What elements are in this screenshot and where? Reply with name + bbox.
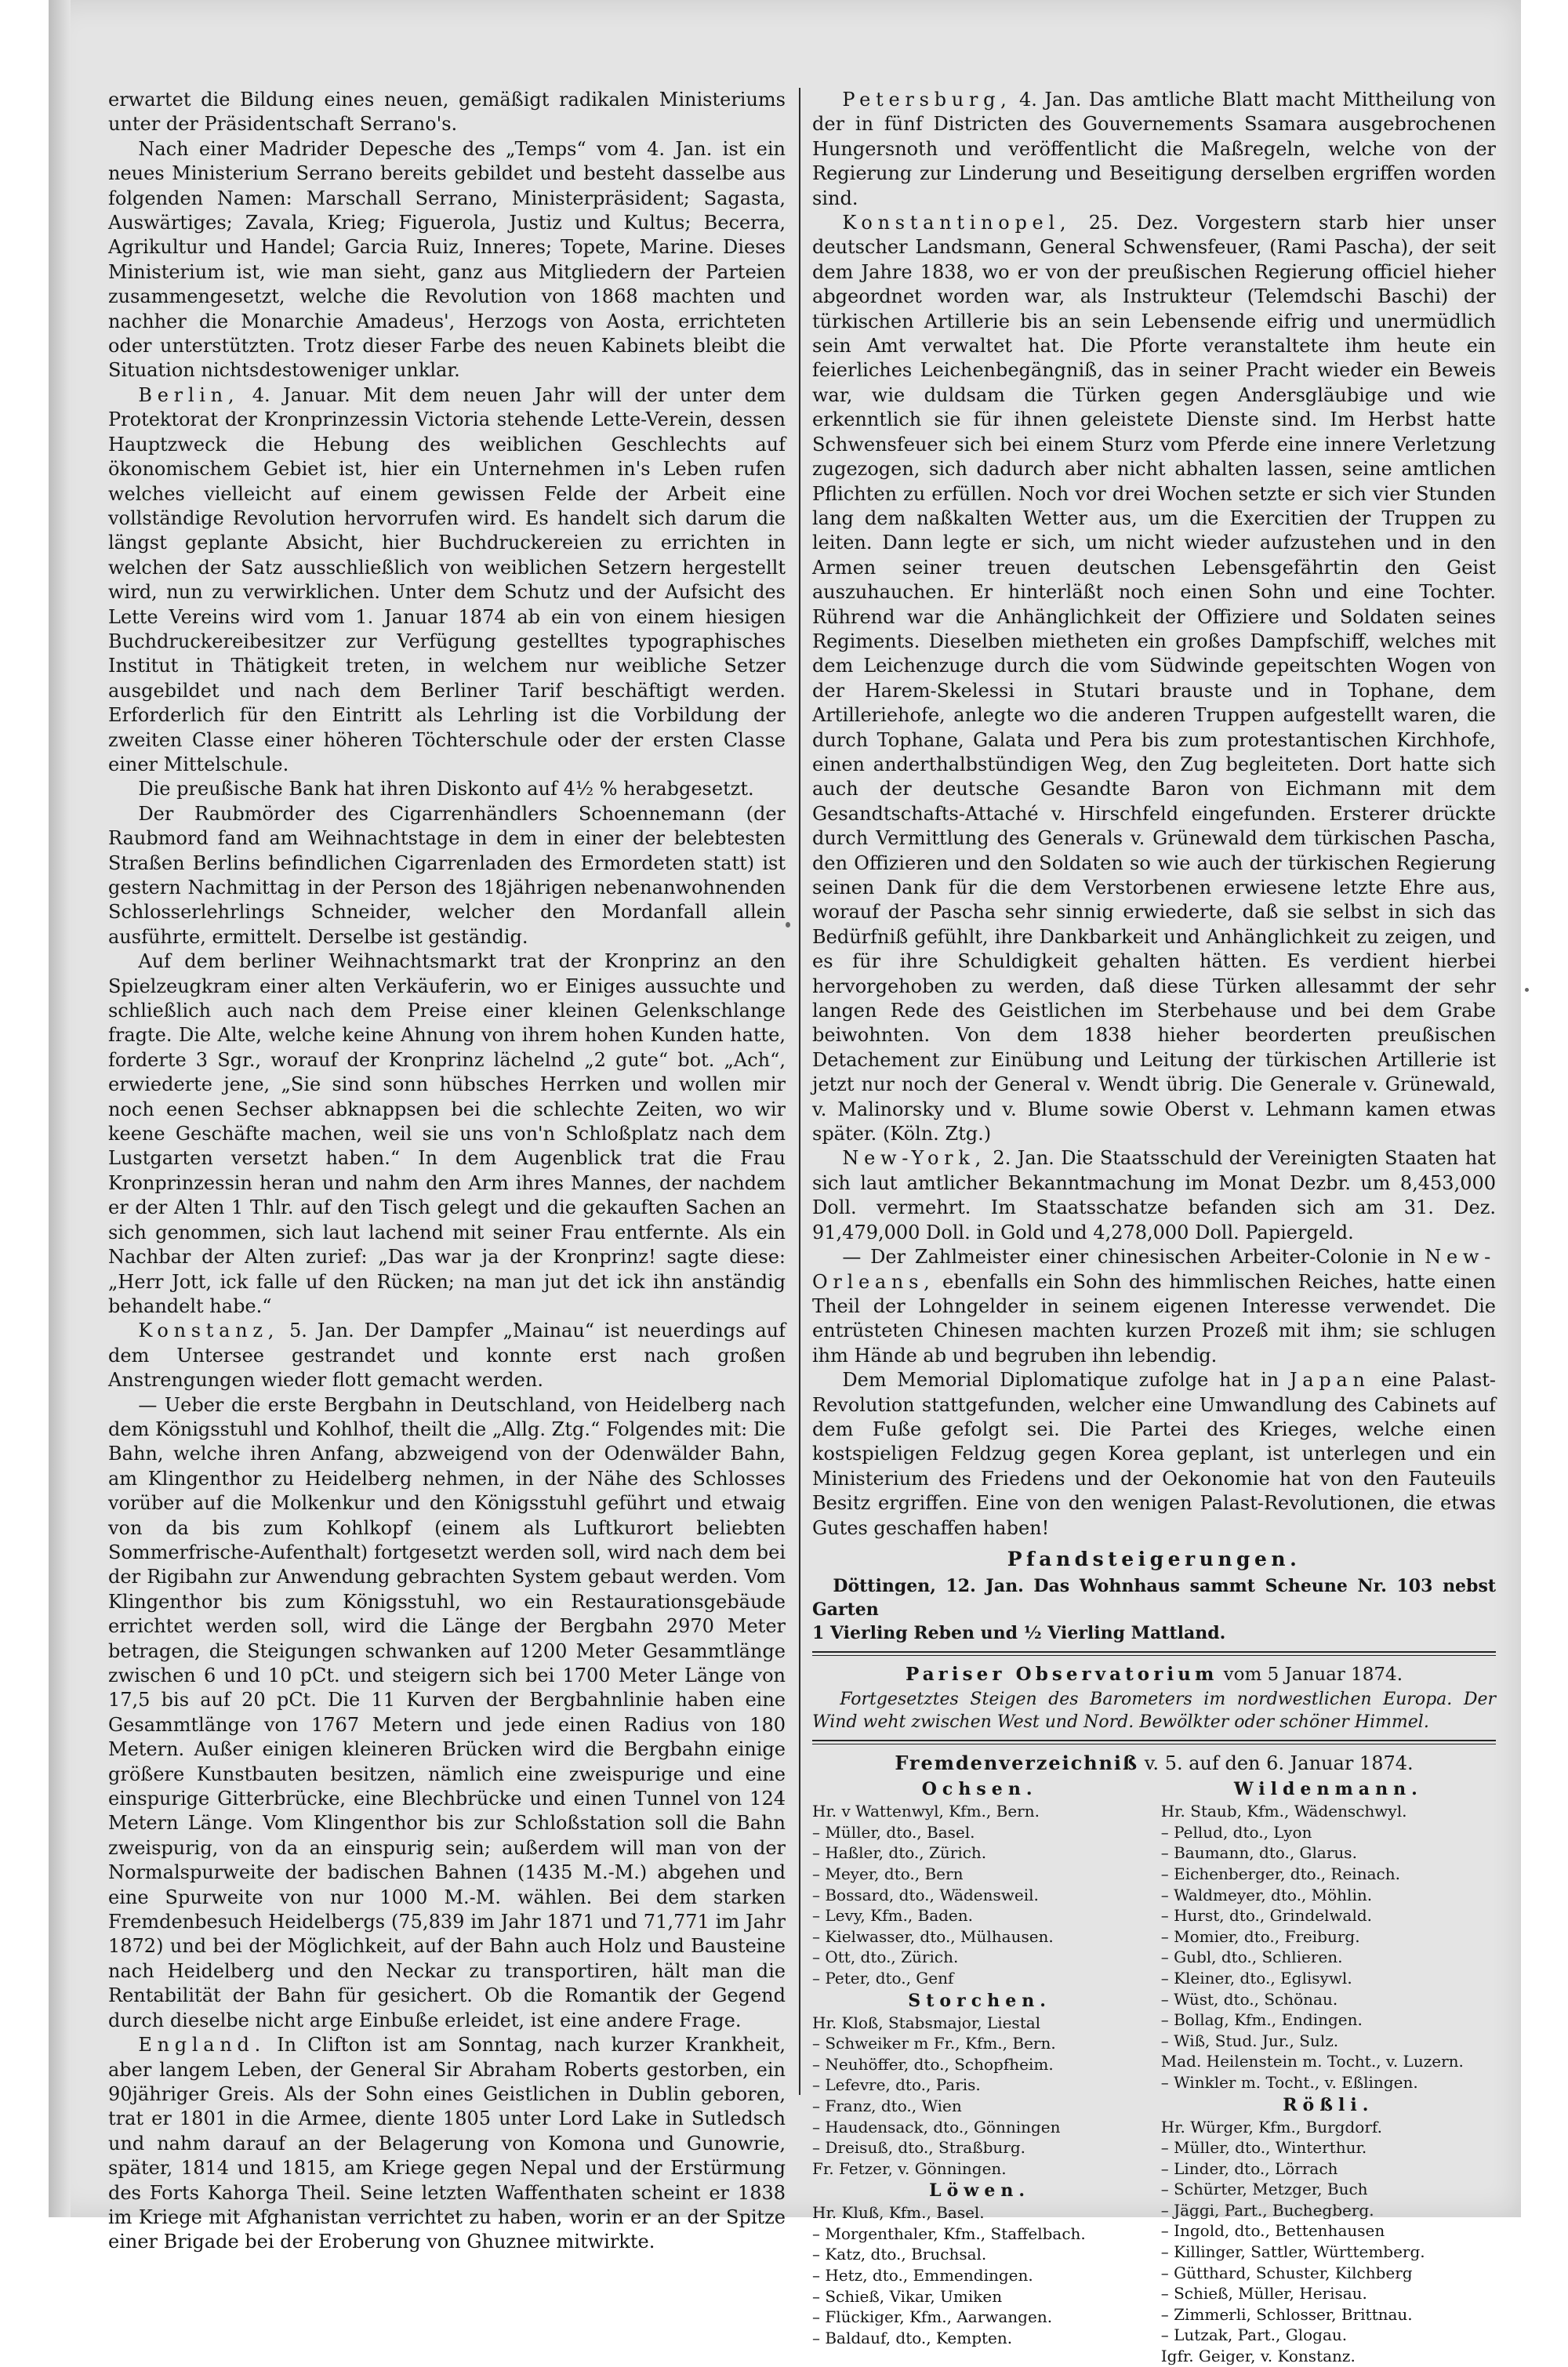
article-england	[108, 2033, 786, 2255]
right-column	[812, 88, 1496, 2367]
column-divider	[799, 88, 800, 2095]
guest-entry: – Zimmerli, Schlosser, Brittnau.	[1160, 2304, 1413, 2324]
guest-list-title: Fremdenverzeichniß	[895, 1751, 1139, 1774]
hotel-name: Ochsen.	[921, 1779, 1038, 1800]
article-christmas-market: Auf dem berliner Weihnachtsmarkt trat der Kronprinz an den Spielzeugkram einer alten Verkäuferin, wo er Einiges aussuchte und schließlich auch nach dem Preise einer kleinen Gelenkschlange fragte. Die Alte, welche keine Ahnung von ihrem hohen Kunden hatte, forderte 3 Sgr., worauf der Kronprinz lächelnd „2 gute“ bot. „Ach“, erwiederte jene, „Sie sind sonn hübsches Herrken und wollen mir noch eenen Sechser abknappsen bei die schlechte Zeiten, wo wir keene Geschäfte machen, weil sie uns von'n Schloßplatz nach dem Lustgarten versetzt haben.“ In dem Augenblick trat die Frau Kronprinzessin heran und nahm den Arm ihres Mannes, der nachdem er der Alten 1 Thlr. auf den Tisch gelegt und die gekauften Sachen an sich genommen, sich laut lachend mit seiner Frau entfernte. Als ein Nachbar der Alten zurief: „Das war ja der Kronprinz! sagte diese: „Herr Jott, ick falle uf den Rücken; na man jut det ick ihn anständig behandelt habe.“	[108, 950, 786, 1317]
article-japan-text: eine Palast-Revolution stattgefunden, welcher eine Umwandlung des Cabinets auf dem Fuße gefolgt sei. Die Partei des Krieges, welche einen kostspieligen Feldzug gegen Korea geplant, ist unterlegen und ein Ministerium des Friedens und der Oekonomie hat von den Fauteuils Besitz ergriffen. Eine von den wenigen Palast-Revolutionen, die etwas Gutes geschaffen haben!	[812, 1369, 1496, 1539]
guest-entry: – Haudensack, dto., Gönningen	[812, 2117, 1061, 2136]
guest-entry: – Levy, Kfm., Baden.	[812, 1906, 974, 1926]
separator-rule	[812, 1651, 1496, 1656]
guest-entry: Hr. Kluß, Kfm., Basel.	[812, 2203, 985, 2223]
guest-list	[812, 1777, 1496, 2366]
observatory-heading	[812, 1662, 1496, 1687]
guest-entry: – Schweiker m Fr., Kfm., Bern.	[812, 2034, 1056, 2053]
guest-entry: – Morgenthaler, Kfm., Staffelbach.	[812, 2224, 1086, 2243]
article-konstanz	[108, 1319, 786, 1392]
article-konstantinopel-text: 25. Dez. Vorgestern starb hier unser deutscher Landsmann, General Schwensfeuer, (Rami Pascha), der seit dem Jahre 1838, wo er von der preußischen Regierung officiel hieher abgeordnet worden war, als Instrukteur (Telemdschi Baschi) der türkischen Artillerie bis an sein Lebensende eifrig und unermüdlich sein Amt verwaltet hat. Die Pforte veranstaltete ihm heute ein feierliches Leichenbegängniß, das in seiner Pracht wieder ein Beweis war, wie duldsam die Türken gegen Andersgläubige und wie erkenntlich sie für ihnen geleistete Dienste sind. Im Herbst hatte Schwensfeuer sich bei einem Sturz vom Pferde eine innere Verletzung zugezogen, sich dadurch aber nicht abhalten lassen, seine amtlichen Pflichten zu erfüllen. Noch vor drei Wochen setzte er sich vier Stunden lang dem naßkalten Wetter aus, um die Exercitien der Truppen zu leiten. Dann legte er sich, um nicht wieder aufzustehen und in den Armen seiner treuen deutschen Lebensgefährtin den Geist auszuhauchen. Er hinterläßt noch einen Sohn und eine Tochter. Rührend war die Anhänglichkeit der Offiziere und Soldaten seines Regiments. Dieselben mietheten ein großes Dampfschiff, welches mit dem Leichenzuge durch die vom Südwinde gepeitschten Wogen von der Harem-Skelessi in Stutari brauste und in Tophane, dem Artilleriehofe, anlegte wo die anderen Truppen aufgestellt waren, die durch Tophane, Galata und Pera bis zum protestantischen Kirchhofe, einen anderthalbstündigen Weg, den Zug begleiteten. Dort hatte sich auch der deutsche Gesandte Baron von Eichmann mit dem Gesandtschafts-Attaché v. Hirschfeld eingefunden. Ersterer drückte durch Vermittlung des Generals v. Grünewald dem türkischen Pascha, den Offizieren und den Soldaten so wie auch der türkischen Regierung seinen Dank für die dem Verstorbenen erwiesene letzte Ehre aus, worauf der Pascha sehr sinnig erwiederte, daß sie selbst in sich das Bedürfniß gefühlt, ihre Dankbarkeit und Anhänglichkeit zu zeigen, und es für ihre Schuldigkeit gehalten hätten. Es verdient hierbei hervorgehoben zu werden, daß diese Türken allesammt der sehr langen Rede des Geistlichen im Sterbehause und bei dem Grabe beiwohnten. Von dem 1838 hieher beorderten preußischen Detachement zur Einübung und Leitung der türkischen Artillerie ist jetzt nur noch der General v. Wendt übrig. Die Generale v. Grünewald, v. Malinorsky und v. Blume sowie Oberst v. Lehmann kamen etwas später.	[812, 212, 1496, 1145]
guest-entry: – Ingold, dto., Bettenhausen	[1160, 2221, 1385, 2241]
dateline-new-orleans: New-Orleans,	[812, 1246, 1496, 1293]
article-japan-intro: Dem Memorial Diplomatique zufolge hat in	[842, 1369, 1279, 1392]
guest-entry: – Lutzak, Part., Glogau.	[1160, 2325, 1348, 2345]
guest-entry: – Killinger, Sattler, Württemberg.	[1160, 2242, 1425, 2262]
guest-entry: – Kielwasser, dto., Mülhausen.	[812, 1926, 1054, 1946]
guest-entry: – Waldmeyer, dto., Möhlin.	[1160, 1885, 1373, 1904]
article-new-orleans-intro: — Der Zahlmeister einer chinesischen Arbeiter-Colonie in	[842, 1246, 1416, 1269]
dateline-petersburg: Petersburg,	[842, 89, 1012, 111]
guest-list-right	[1161, 1777, 1496, 2366]
guest-entry: – Hurst, dto., Grindelwald.	[1160, 1906, 1373, 1926]
guest-entry: – Bossard, dto., Wädensweil.	[812, 1885, 1039, 1904]
guest-entry: – Lefevre, dto., Paris.	[812, 2075, 981, 2095]
guest-entry: – Schieß, Müller, Herisau.	[1160, 2284, 1367, 2303]
guest-entry: – Katz, dto., Bruchsal.	[812, 2245, 987, 2264]
guest-entry: – Momier, dto., Freiburg.	[1160, 1926, 1360, 1946]
page-shadow-edge	[49, 0, 71, 2217]
guest-entry: – Peter, dto., Genf	[812, 1968, 954, 1988]
guest-entry: Hr. v Wattenwyl, Kfm., Bern.	[812, 1802, 1040, 1821]
dateline-berlin: Berlin,	[138, 383, 240, 406]
guest-entry: – Wiß, Stud. Jur., Sulz.	[1160, 2031, 1339, 2050]
article-berlin-text: 4. Januar. Mit dem neuen Jahr will der unter dem Protektorat der Kronprinzessin Victoria stehende Lette-Verein, dessen Hauptzweck die Hebung des weiblichen Geschlechts auf ökonomischem Gebiet ist, hier ein Unternehmen in's Leben rufen welches vielleicht auf einem gewissen Felde der Arbeit eine vollständige Revolution hervorrufen wird. Es handelt sich darum die längst geplante Absicht, hier Buchdruckereien zu errichten in welchen der Satz ausschließlich von weiblichen Setzern hergestellt wird, nun zu verwirklichen. Unter dem Schutz und der Aufsicht des Lette Vereins wird vom 1. Januar 1874 ab ein von einem hiesigen Buchdruckereibesitzer zur Verfügung gestelltes typographisches Institut in Thätigkeit treten, in welchem nur weibliche Setzer ausgebildet und nach dem Berliner Tarif beschäftigt werden. Erforderlich für den Eintritt als Lehrling ist die Vorbildung der zweiten Classe einer höheren Töchterschule oder der ersten Classe einer Mittelschule.	[108, 383, 786, 775]
hotel-name: Wildenmann.	[1233, 1779, 1423, 1800]
guest-entry: – Schieß, Vikar, Umiken	[812, 2286, 1003, 2306]
guest-entry: – Wüst, dto., Schönau.	[1160, 1989, 1338, 2009]
guest-entry: – Dreisuß, dto., Straßburg.	[812, 2138, 1025, 2158]
article-berlin-lette-verein	[108, 383, 786, 778]
dateline-england: England.	[138, 2034, 266, 2057]
guest-entry: – Meyer, dto., Bern	[812, 1864, 964, 1883]
hotel-name: Löwen.	[929, 2180, 1031, 2202]
dateline-japan: Japan	[1289, 1369, 1370, 1392]
article-new-york-text: 2. Jan. Die Staatsschuld der Vereinigten Staaten hat sich laut amtlicher Bekanntmachung im Monat Dezbr. um 8,453,000 Doll. vermehrt. Im Staatsschatze befanden sich am 31. Dez. 91,479,000 Doll. in Gold und 4,278,000 Doll. Papiergeld.	[812, 1147, 1496, 1243]
hotel-name: Rößli.	[1283, 2094, 1374, 2115]
guest-entry: Igfr. Geiger, v. Konstanz.	[1160, 2347, 1356, 2366]
auction-heading: Pfandsteigerungen.	[1007, 1547, 1301, 1570]
guest-entry: – Baldauf, dto., Kempten.	[812, 2328, 1013, 2347]
article-robbery-murder: Der Raubmörder des Cigarrenhändlers Schoennemann (der Raubmord fand am Weihnachtstage in dem in einer der belebtesten Straßen Berlins befindlichen Cigarrenladen des Ermordeten statt) ist gestern Nachmittag in der Person des 18jährigen nebenanwohnenden Schlosserlehrlings Schneider, welcher den Mordanfall allein ausführte, ermittelt. Derselbe ist geständig.	[108, 802, 786, 948]
article-konstanz-text: 5. Jan. Der Dampfer „Mainau“ ist neuerdings auf dem Untersee gestrandet und konnte erst nach großen Anstrengungen wieder flott gemacht werden.	[108, 1320, 786, 1392]
observatory-report: Fortgesetztes Steigen des Barometers im nordwestlichen Europa. Der Wind weht zwischen West und Nord. Bewölkter oder schöner Himmel.	[812, 1689, 1496, 1732]
guest-entry: – Bollag, Kfm., Endingen.	[1160, 2010, 1363, 2030]
guest-entry: – Winkler m. Tocht., v. Eßlingen.	[1160, 2072, 1418, 2092]
article-bank-discount: Die preußische Bank hat ihren Diskonto auf 4½ % herabgesetzt.	[138, 778, 754, 800]
guest-entry: – Neuhöffer, dto., Schopfheim.	[812, 2054, 1054, 2074]
article-japan	[812, 1368, 1496, 1541]
guest-list-heading	[812, 1751, 1496, 1776]
article-petersburg	[812, 88, 1496, 211]
guest-entry: – Müller, dto., Basel.	[812, 1822, 975, 1842]
spain-continuation: erwartet die Bildung eines neuen, gemäßigt radikalen Ministeriums unter der Präsidentschaft Serrano's.	[108, 89, 786, 136]
dateline-konstanz: Konstanz,	[138, 1320, 280, 1342]
auction-entry	[812, 1574, 1496, 1645]
article-petersburg-text: 4. Jan. Das amtliche Blatt macht Mittheilung von der in fünf Districten des Gouvernements Ssamara ausgebrochenen Hungersnoth und veröffentlicht die Maßregeln, welche von der Regierung zur Linderung und Beseitigung derselben ergriffen worden sind.	[812, 89, 1496, 209]
guest-entry: – Eichenberger, dto., Reinach.	[1160, 1864, 1400, 1883]
guest-list-left	[812, 1777, 1147, 2366]
separator-rule	[812, 1740, 1496, 1744]
guest-entry: – Haßler, dto., Zürich.	[812, 1843, 987, 1863]
guest-entry: – Linder, dto., Lörrach	[1160, 2158, 1338, 2178]
article-new-york	[812, 1146, 1496, 1245]
guest-list-date: v. 5. auf den 6. Januar 1874.	[1144, 1752, 1414, 1774]
article-konstantinopel	[812, 211, 1496, 1146]
guest-entry: – Franz, dto., Wien	[812, 2096, 962, 2115]
observatory-name: Pariser Observatorium	[905, 1664, 1218, 1686]
auction-line-2: 1 Vierling Reben und ½ Vierling Mattland.	[812, 1623, 1226, 1644]
left-column	[108, 88, 786, 2255]
dateline-new-york: New-York,	[842, 1147, 986, 1170]
guest-entry: Mad. Heilenstein m. Tocht., v. Luzern.	[1160, 2052, 1464, 2071]
observatory-date: vom 5 Januar 1874.	[1223, 1665, 1403, 1686]
guest-entry: – Ott, dto., Zürich.	[812, 1948, 959, 1967]
guest-entry: – Gubl, dto., Schlieren.	[1160, 1948, 1343, 1967]
article-new-orleans	[812, 1245, 1496, 1368]
guest-entry: – Müller, dto., Winterthur.	[1160, 2138, 1367, 2158]
dateline-konstantinopel: Konstantinopel,	[842, 212, 1072, 234]
article-spain-madrid: Nach einer Madrider Depesche des „Temps“ vom 4. Jan. ist ein neues Ministerium Serrano bereits gebildet und besteht dasselbe aus folgenden Namen: Marschall Serrano, Ministerpräsident; Sagasta, Auswärtiges; Zavala, Krieg; Figuerola, Justiz und Kultus; Becerra, Agrikultur und Handel; Garcia Ruiz, Inneres; Topete, Marine. Dieses Ministerium ist, wie man sieht, ganz aus Mitgliedern der Parteien zusammengesetzt, welche die Revolution von 1868 machten und nachher die Monarchie Amadeus', Herzogs von Aosta, errichteten oder unterstützten. Trotz dieser Farbe des neuen Kabinets bleibt die Situation nichtsdestoweniger unklar.	[108, 137, 786, 382]
guest-entry: – Gütthard, Schuster, Kilchberg	[1160, 2263, 1413, 2282]
hotel-name: Storchen.	[908, 1990, 1051, 2011]
print-speck	[1525, 988, 1529, 992]
guest-entry: Hr. Würger, Kfm., Burgdorf.	[1160, 2117, 1382, 2136]
guest-entry: – Flückiger, Kfm., Aarwangen.	[812, 2307, 1053, 2327]
guest-entry: – Baumann, dto., Glarus.	[1160, 1843, 1357, 1863]
guest-entry: Fr. Fetzer, v. Gönningen.	[812, 2158, 1007, 2178]
guest-entry: – Jäggi, Part., Buchegberg.	[1160, 2200, 1374, 2220]
auction-line-1: Döttingen, 12. Jan. Das Wohnhaus sammt Scheune Nr. 103 nebst Garten	[812, 1576, 1496, 1621]
guest-entry: – Schürter, Metzger, Buch	[1160, 2180, 1368, 2199]
guest-entry: – Kleiner, dto., Eglisywl.	[1160, 1968, 1352, 1988]
source-koeln-ztg: (Köln. Ztg.)	[882, 1123, 992, 1145]
guest-entry: Hr. Kloß, Stabsmajor, Liestal	[812, 2013, 1041, 2032]
guest-entry: Hr. Staub, Kfm., Wädenschwyl.	[1160, 1802, 1407, 1821]
guest-entry: – Hetz, dto., Emmendingen.	[812, 2266, 1033, 2285]
article-bergbahn: — Ueber die erste Bergbahn in Deutschland, von Heidelberg nach dem Königsstuhl und Kohlhof, theilt die „Allg. Ztg.“ Folgendes mit: Die Bahn, welche ihren Anfang, abzweigend von der Odenwälder Bahn, am Klingenthor zu Heidelberg nehmen, in der Nähe des Schlosses vorüber auf die Molkenkur und den Königsstuhl geführt und etwaig von da bis zum Kohlkopf (einem als Luftkurort beliebten Sommerfrische-Aufenthalt) fortgesetzt werden soll, wird nach dem bei der Rigibahn zur Anwendung gebrachten System gebaut werden. Vom Klingenthor bis zum Königsstuhl, wo ein Restaurationsgebäude errichtet werden soll, wird die Länge der Bergbahn 2970 Meter betragen, die Steigungen schwanken auf 1200 Meter Gesammtlänge zwischen 6 und 10 pCt. und steigern sich bei 1700 Meter Länge von 17,5 bis auf 20 pCt. Die 11 Kurven der Bergbahnlinie haben eine Gesammtlänge von 1767 Metern und jede einen Radius von 180 Metern. Außer einigen kleineren Brücken wird die Bergbahn einige größere Kunstbauten besitzen, nämlich eine zweispurige und eine einspurige Gitterbrücke, eine Blechbrücke und einen Tunnel von 124 Metern Länge. Vom Klingenthor bis zur Schloßstation soll die Bahn zweispurig, von da an einspurig sein; außerdem will man von der Normalspurweite der badischen Bahnen (1435 M.-M.) abgehen und eine Spurweite von nur 1000 M.-M. wählen. Bei dem starken Fremdenbesuch Heidelbergs (75,839 im Jahr 1871 und 71,771 im Jahr 1872) und bei der Möglichkeit, auf der Bahn auch Holz und Bausteine nach Heidelberg und den Neckar zu transportiren, hält man die Rentabilität der Bahn für gesichert. Ob die Romantik der Gegend durch dieselbe nicht arge Einbuße erleidet, ist eine andere Frage.	[108, 1393, 786, 2031]
article-new-orleans-text: ebenfalls ein Sohn des himmlischen Reiches, hatte einen Theil der Lohngelder in seinem eigenen Interesse verwendet. Die entrüsteten Chinesen machten kurzen Prozeß mit ihm; sie schlugen ihm Hände ab und begruben ihn lebendig.	[812, 1270, 1496, 1367]
guest-entry: – Pellud, dto., Lyon	[1160, 1822, 1312, 1842]
print-speck	[786, 922, 790, 928]
article-england-text: In Clifton ist am Sonntag, nach kurzer Krankheit, aber langem Leben, der General Sir Abraham Roberts gestorben, ein 90jähriger Greis. Als der Sohn eines Geistlichen in Dublin geboren, trat er 1801 in die Armee, diente 1805 unter Lord Lake in Sutledsch und nahm darauf an der Belagerung von Komona und Gunowrie, später, 1814 und 1815, am Kriege gegen Nepal und der Erstürmung des Forts Kahorga Theil. Seine letzten Waffenthaten scheint er 1838 im Kriege mit Afghanistan verrichtet zu haben, worin er an der Spitze einer Brigade bei der Eroberung von Ghuznee mitwirkte.	[108, 2034, 786, 2253]
